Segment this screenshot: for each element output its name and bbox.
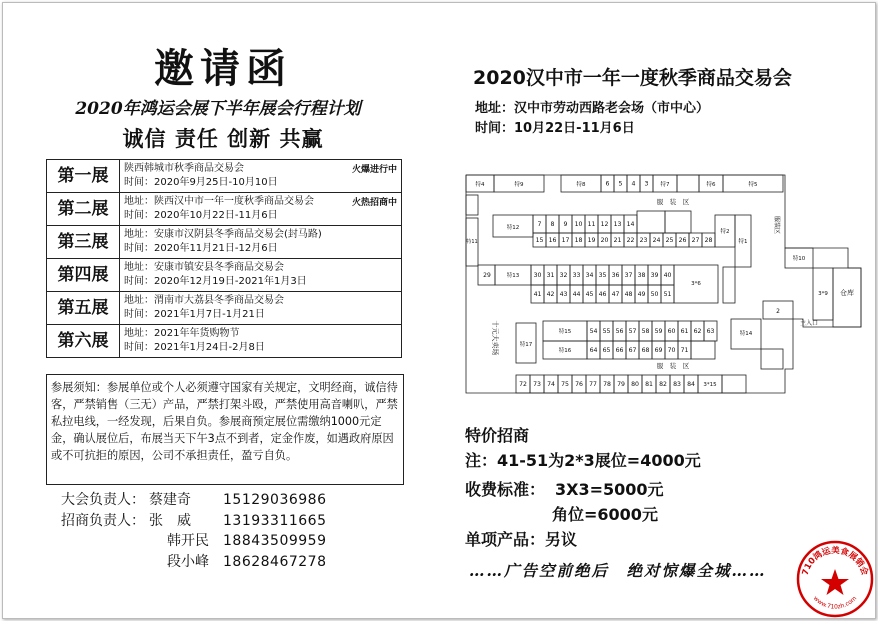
exhibition-time: 时间：2021年1月24日-2月8日 [124,342,265,353]
booth-number: 12 [600,221,609,229]
booth-number: 57 [628,328,637,336]
exhibition-label: 第四展 [47,259,120,292]
booth-number: 4 [631,180,636,188]
booth-label: 特12 [506,225,520,231]
schedule-row [47,325,402,358]
booth-number: 22 [626,237,635,245]
booth-number: 56 [615,328,624,336]
booth-number: 68 [641,347,650,355]
exhibition-detail [120,325,402,358]
booth-label: 特17 [519,342,533,348]
booth-label: 特5 [748,182,758,188]
contact-name: 段小峰 [167,553,209,570]
booth-number: 51 [663,291,672,299]
booth-cell [665,211,691,233]
special-note: 注：41-51为2*3展位=4000元 [465,451,701,470]
booth-number: 6 [605,180,610,188]
page-title: 邀请函 [154,45,292,92]
booth-number: 32 [559,272,568,280]
booth-number: 3 [644,180,649,188]
booth-label: 特11 [466,239,478,245]
booth-number: 82 [659,381,667,389]
schedule-row [47,226,402,259]
exhibition-detail [120,292,402,325]
booth-label: 特13 [506,273,520,279]
booth-label: 特8 [576,182,586,188]
booth-number: 27 [691,237,700,245]
exhibition-address: 陕西韩城市秋季商品交易会 [124,163,244,174]
booth-number: 46 [598,291,607,299]
booth-cell [761,349,783,369]
contact-name: 蔡建奇 [149,492,191,508]
exhibition-time: 时间：2020年10月22日-11月6日 [124,210,278,221]
booth-number: 13 [613,221,622,229]
booth-number: 83 [673,381,681,389]
booth-number: 40 [663,272,672,280]
booth-number: 24 [652,237,661,245]
booth-number: 84 [687,381,695,389]
exhibition-address: 地址：渭南市大荔县冬季商品交易会 [124,295,284,306]
exhibition-detail [120,259,402,292]
aisle-label: 服 装 区 [656,362,690,370]
status-badge: 火热招商中 [351,198,397,208]
booth-number: 81 [645,381,653,389]
booth-number: 25 [665,237,674,245]
contact-phone: 15129036986 [223,492,327,508]
booth-number: 48 [624,291,633,299]
booth-label: 特6 [706,182,716,188]
floor-plan [463,163,863,395]
exhibition-address: 地址：陕西汉中市一年一度秋季商品交易会 [124,196,314,207]
booth-number: 62 [693,328,702,336]
booth-number: 34 [585,272,594,280]
booth-label: 特15 [558,329,572,335]
booth-number: 79 [617,381,625,389]
booth-label: 特14 [739,331,753,337]
booth-number: 71 [680,347,689,355]
exhibition-time: 时间：2020年12月19日-2021年1月3日 [124,276,307,287]
invitation-sheet [2,2,876,619]
single-item-price: 单项产品：另议 [465,530,578,549]
booth-number: 31 [546,272,555,280]
exhibition-address: 地址：安康市汉阴县冬季商品交易会(封马路) [124,229,322,240]
booth-number: 69 [654,347,663,355]
booth-label: 特4 [475,182,485,188]
booth-number: 63 [706,328,715,336]
contact-list [61,490,326,572]
status-badge: 火爆进行中 [351,165,397,175]
booth-number: 55 [602,328,611,336]
contact-role: 大会负责人： [61,492,145,508]
booth-number: 45 [585,291,594,299]
booth-number: 54 [589,328,598,336]
booth-number: 43 [559,291,568,299]
booth-number: 39 [650,272,659,280]
booth-number: 47 [611,291,620,299]
schedule-row [47,259,402,292]
svg-text:www.710zh.com [812,595,858,611]
booth-number: 9 [563,221,568,229]
booth-number: 44 [572,291,581,299]
contact-row [61,511,326,532]
ad-slogan: ……广告空前绝后 绝对惊爆全城…… [469,561,767,580]
schedule-row [47,160,402,193]
entrance-label: 主入口 [799,320,819,327]
exhibition-detail [120,226,402,259]
booth-number: 74 [547,381,555,389]
booth-number: 5 [618,180,623,188]
exhibition-label: 第五展 [47,292,120,325]
contact-phone: 13193311665 [223,512,327,529]
warehouse-label: 仓库 [840,289,854,297]
schedule-row [47,292,402,325]
booth-number: 28 [704,237,713,245]
booth-number: 7 [537,221,542,229]
contact-phone: 18628467278 [223,553,327,570]
stamp-url: www.710zh.com [811,594,859,611]
fee-corner: 角位=6000元 [552,505,658,524]
exhibition-label: 第一展 [47,160,120,193]
booth-number: 18 [574,237,583,245]
booth-number: 26 [678,237,687,245]
booth-number: 49 [637,291,646,299]
booth-cell [637,211,665,233]
contact-phone: 18843509959 [223,533,327,549]
booth-label: 3*6 [691,281,701,287]
schedule-table [46,159,402,358]
fair-dates: 时间：10月22日-11月6日 [475,121,635,136]
booth-number: 50 [650,291,659,299]
booth-label: 特1 [738,239,748,245]
booth-number: 41 [533,291,542,299]
slogan: 诚信 责任 创新 共赢 [122,127,324,151]
booth-cell [677,175,699,192]
booth-number: 66 [615,347,624,355]
booth-number: 58 [641,328,650,336]
side-road-label: 十元大卖场 [491,320,499,356]
booth-cell [691,341,715,359]
booth-number: 10 [574,221,583,229]
booth-number: 76 [575,381,583,389]
booth-number: 64 [589,347,598,355]
booth-number: 33 [572,272,581,280]
stamp-text: 710鸿运美食展销会 [800,545,870,577]
booth-label: 特16 [558,348,572,354]
fair-title: 2020汉中市一年一度秋季商品交易会 [473,67,792,89]
exhibition-time: 时间：2020年9月25日-10月10日 [124,177,278,188]
contact-name: 张 威 [149,512,191,529]
aisle-label: 服装区 [773,215,780,235]
booth-label: 特7 [660,182,670,188]
exhibition-time: 时间：2021年1月7日-1月21日 [124,309,265,320]
booth-number: 80 [631,381,639,389]
exhibition-time: 时间：2020年11月21日-12月6日 [124,243,278,254]
booth-number: 65 [602,347,611,355]
booth-number: 35 [598,272,607,280]
schedule-subtitle: 2020年鸿运会展下半年展会行程计划 [75,99,361,119]
booth-label: 特9 [514,182,524,188]
exhibition-label: 第二展 [47,193,120,226]
booth-label: 特10 [792,256,806,262]
booth-cell [722,375,746,393]
booth-number: 8 [550,221,555,229]
exhibition-address: 地址：安康市镇安县冬季商品交易会 [124,262,284,273]
booth-number: 75 [561,381,569,389]
booth-label: 3*9 [818,291,828,297]
booth-number: 30 [533,272,542,280]
booth-number: 2 [776,308,780,315]
booth-number: 59 [654,328,663,336]
booth-number: 73 [533,381,541,389]
special-title: 特价招商 [465,426,530,445]
booth-label: 特2 [720,229,730,235]
booth-number: 16 [548,237,557,245]
fair-address: 地址：汉中市劳动西路老会场（市中心） [475,101,710,116]
plan-wall [466,175,861,393]
booth-number: 70 [667,347,676,355]
exhibition-detail [120,193,402,226]
fee-row-1 [465,477,701,502]
contact-name: 韩开民 [167,533,209,549]
fee-label: 收费标准： [465,480,546,499]
exhibition-address: 地址：2021年年货购物节 [124,328,240,339]
booth-number: 14 [626,221,635,229]
booth-number: 37 [624,272,633,280]
booth-number: 60 [667,328,676,336]
exhibition-label: 第三展 [47,226,120,259]
booth-number: 78 [603,381,611,389]
contact-row [61,490,326,511]
fee-standard: 3X3=5000元 [555,480,664,499]
booth-cell [723,267,735,303]
booth-number: 29 [483,272,491,279]
booth-cell [466,195,478,215]
booth-number: 42 [546,291,555,299]
booth-number: 72 [519,381,527,389]
schedule-row [47,193,402,226]
booth-number: 15 [535,237,544,245]
booth-number: 61 [680,328,689,336]
booth-number: 67 [628,347,637,355]
booth-number: 77 [589,381,597,389]
company-stamp-icon [795,539,875,619]
notice-box: 参展须知：参展单位或个人必须遵守国家有关规定，文明经商，诚信待客，严禁销售（三无）产品，严禁打架斗殴，严禁使用高音喇叭，严禁私拉电线，一经发现，后果自负。参展商预定展位需缴纳1000元定金，确认展位后，布展当天下午3点不到者，定金作废，如遇政府原因或不可抗拒的原因，公司不承担责任，盈亏自负。 [46,374,404,485]
contact-role: 招商负责人： [61,512,145,529]
booth-number: 11 [587,221,596,229]
booth-number: 20 [600,237,609,245]
booth-number: 36 [611,272,620,280]
booth-number: 21 [613,237,622,245]
booth-number: 19 [587,237,596,245]
pricing-block [465,423,701,552]
exhibition-label: 第六展 [47,325,120,358]
booth-label: 3*15 [703,382,717,388]
aisle-label: 服 装 区 [656,198,690,206]
booth-cell [833,268,861,327]
contact-row [61,552,326,573]
exhibition-detail [120,160,402,193]
booth-number: 38 [637,272,646,280]
booth-number: 23 [639,237,648,245]
booth-number: 17 [561,237,570,245]
fair-info [475,99,709,139]
contact-row [61,531,326,552]
